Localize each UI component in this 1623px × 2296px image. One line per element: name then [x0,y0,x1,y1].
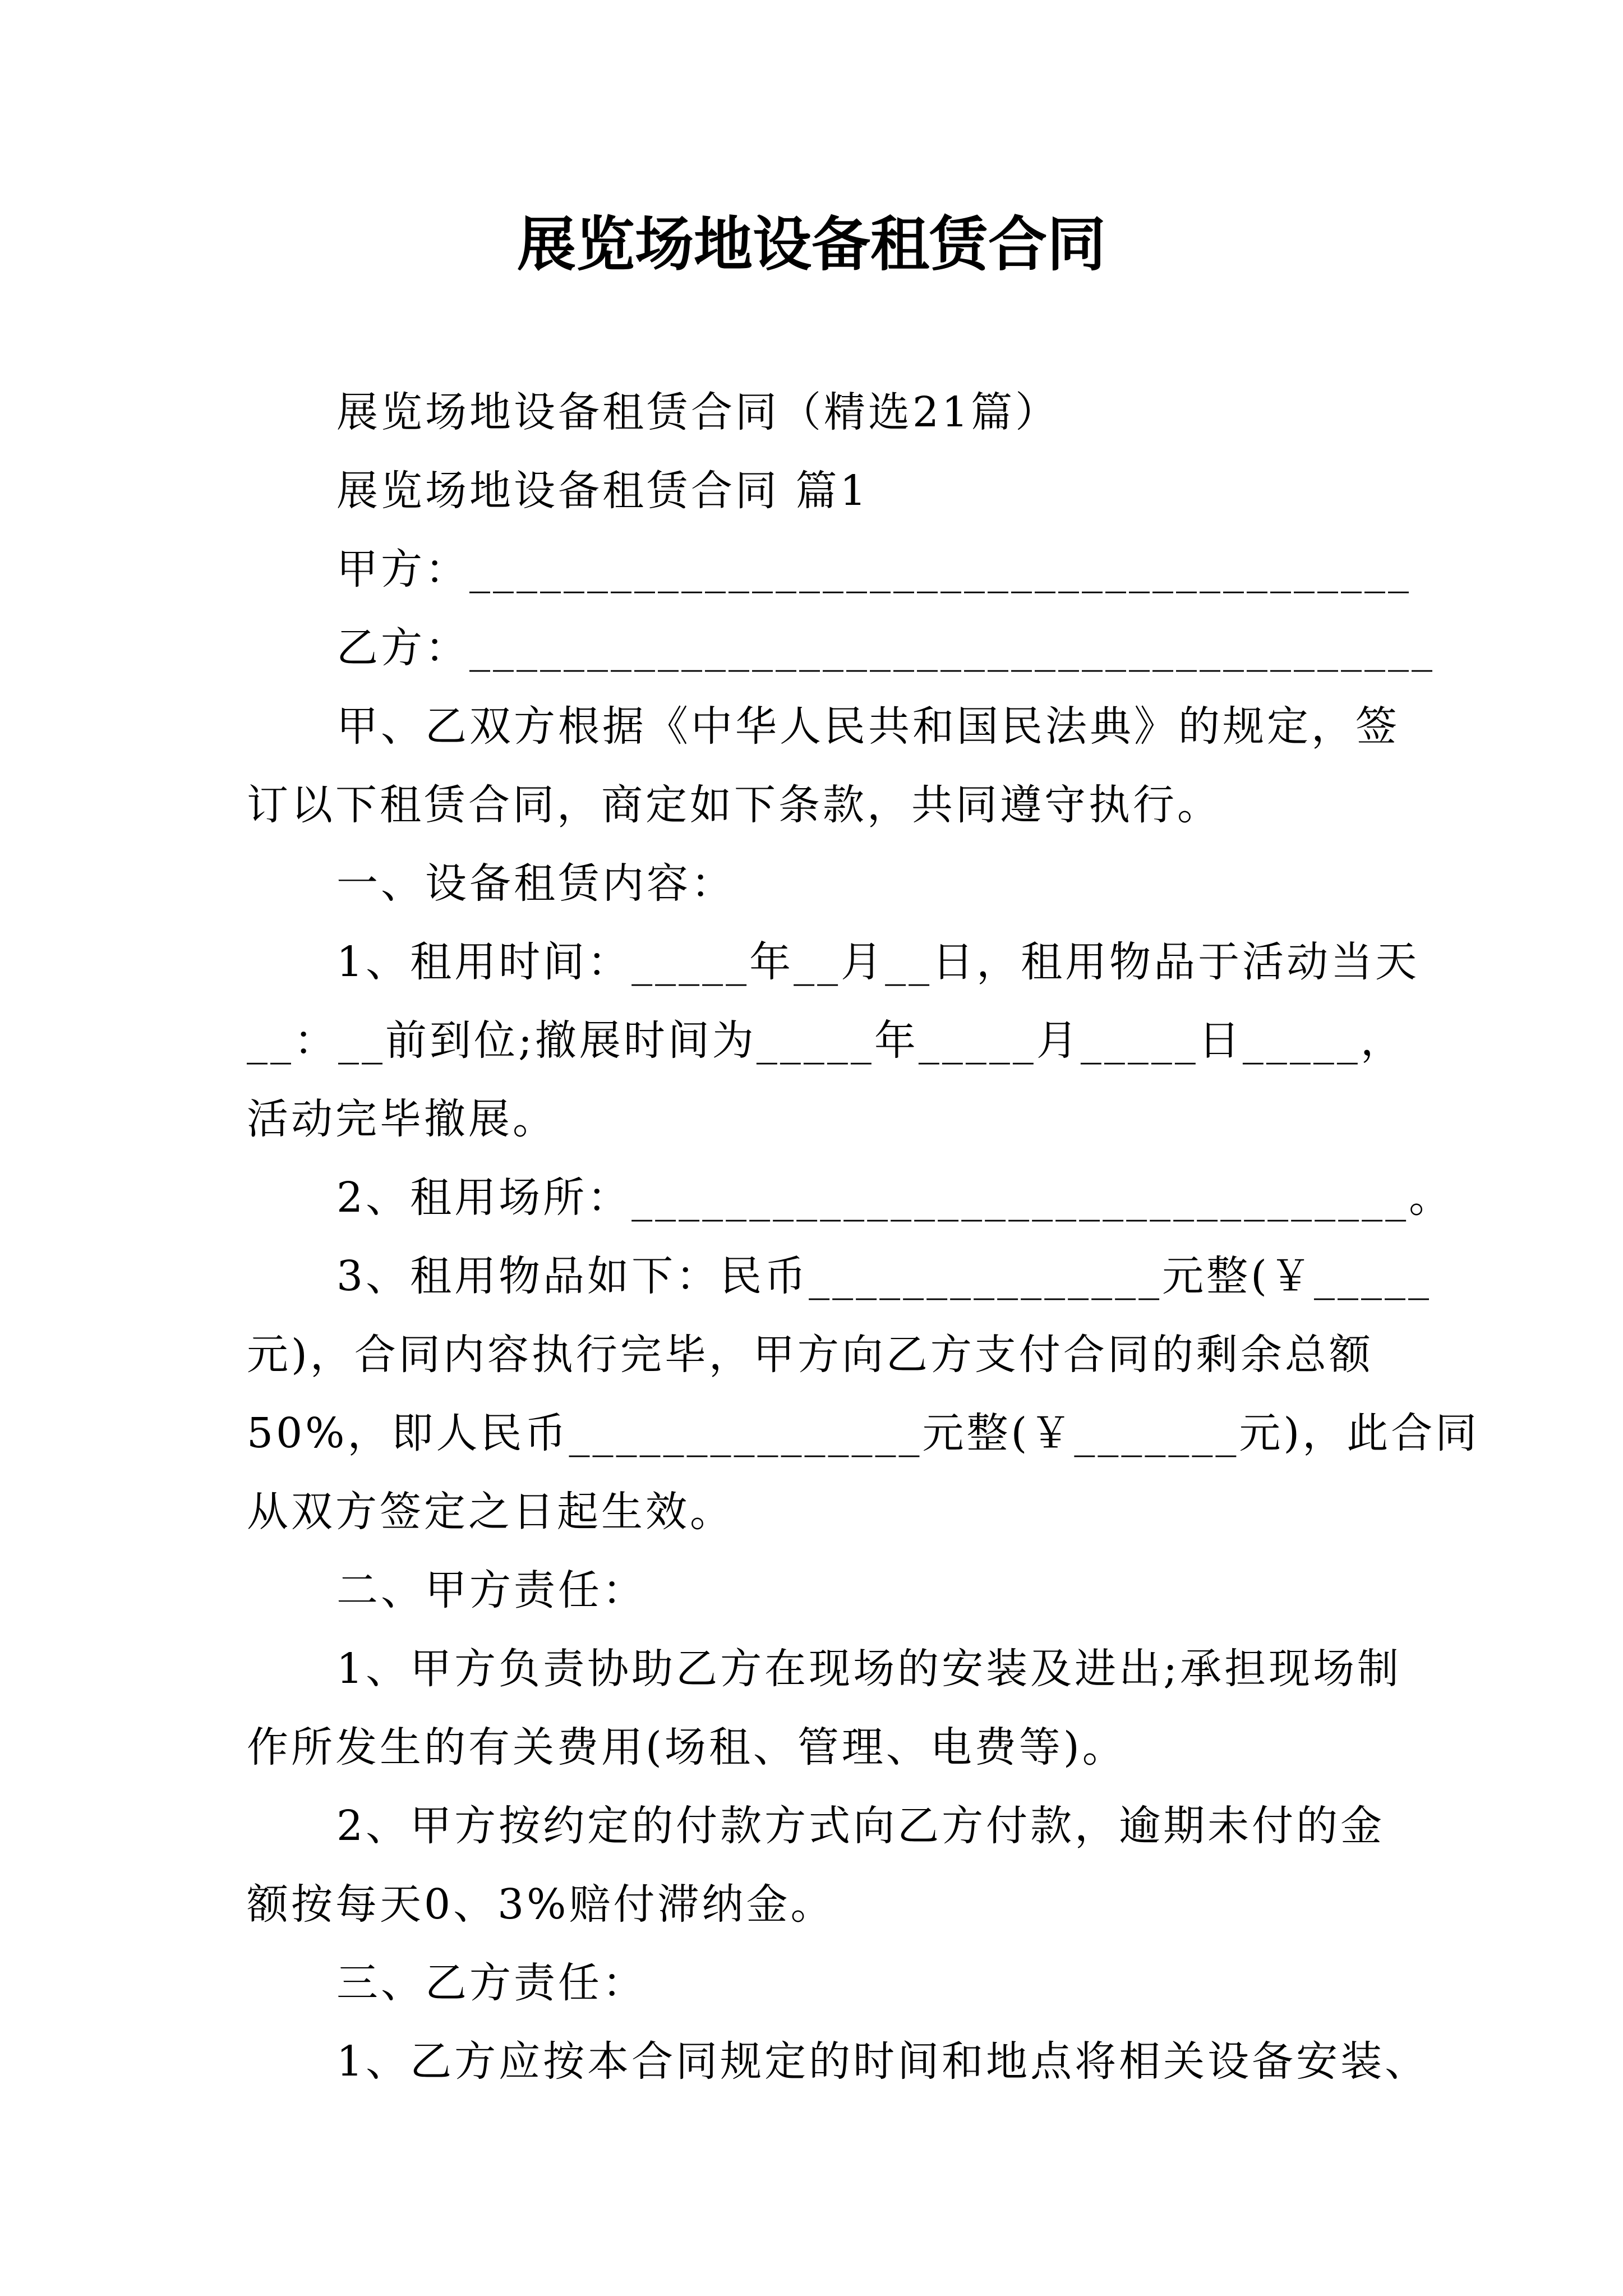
paragraph-line: 1、乙方应按本合同规定的时间和地点将相关设备安装、 [336,2037,1430,2086]
subtitle-line: 展览场地设备租赁合同（精选21篇） [336,388,1060,436]
paragraph-line: __：__前到位;撤展时间为_____年_____月_____日_____， [247,1016,1405,1065]
party-a-line: 甲方：________________________________________ [336,545,1412,593]
clause-heading: 三、乙方责任： [336,1959,647,2007]
paragraph-line: 订以下租赁合同，商定如下条款，共同遵守执行。 [247,781,1221,829]
paragraph-line: 活动完毕撤展。 [247,1095,557,1143]
section-heading: 展览场地设备租赁合同 篇1 [336,467,869,515]
paragraph-line: 1、租用时间：_____年__月__日，租用物品于活动当天 [336,938,1420,986]
paragraph-line: 作所发生的有关费用(场租、管理、电费等)。 [247,1723,1127,1772]
paragraph-line: 2、甲方按约定的付款方式向乙方付款，逾期未付的金 [336,1802,1385,1850]
paragraph-line: 2、租用场所：_________________________________。 [336,1174,1454,1222]
party-b-line: 乙方：_________________________________________ [336,624,1435,672]
document-title: 展览场地设备租赁合同 [517,209,1106,279]
clause-heading: 一、设备租赁内容： [336,859,735,908]
paragraph-line: 从双方签定之日起生效。 [247,1488,734,1536]
clause-heading: 二、甲方责任： [336,1566,647,1614]
paragraph-line: 额按每天0、3%赔付滞纳金。 [247,1880,835,1929]
paragraph-line: 甲、乙双方根据《中华人民共和国民法典》的规定，签 [336,702,1400,751]
paragraph-line: 1、甲方负责协助乙方在现场的安装及进出;承担现场制 [336,1645,1402,1693]
paragraph-line: 3、租用物品如下：民币_______________元整(￥_____ [336,1252,1432,1300]
paragraph-line: 元)，合同内容执行完毕，甲方向乙方支付合同的剩余总额 [247,1331,1373,1379]
paragraph-line: 50%，即人民币_______________元整(￥_______元)，此合同 [247,1409,1480,1457]
